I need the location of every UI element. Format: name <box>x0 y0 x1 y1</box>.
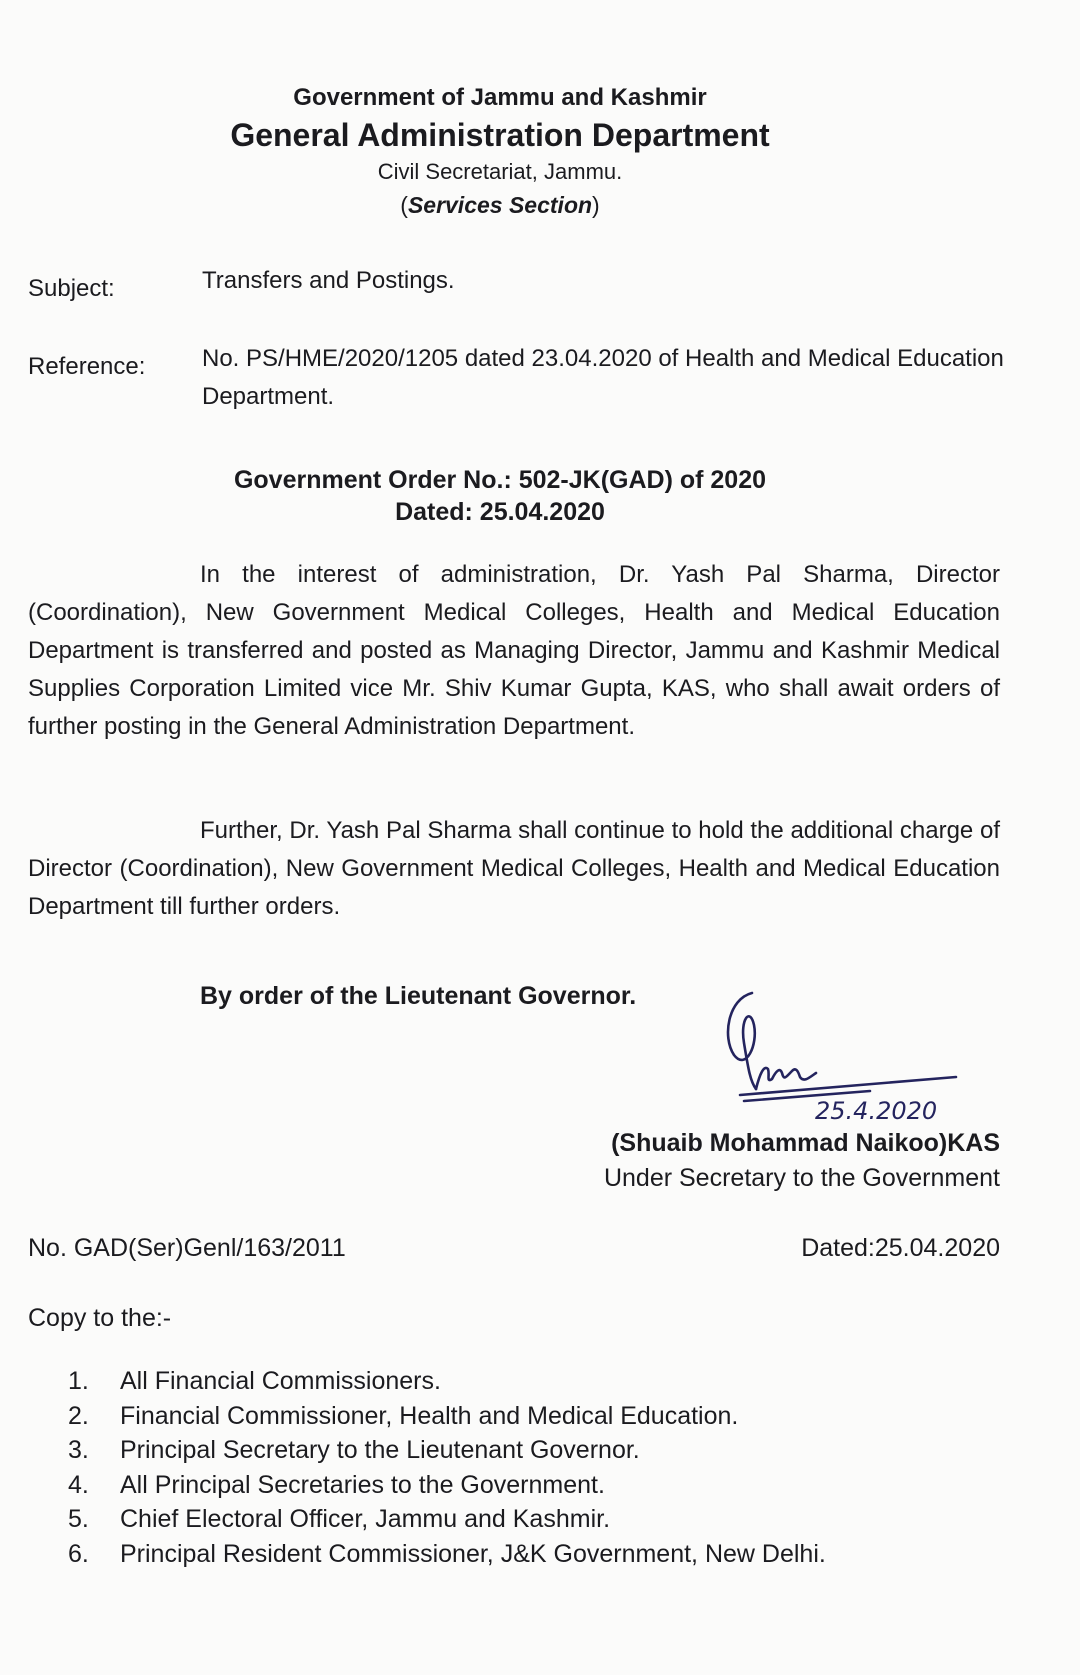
endorsement-number: No. GAD(Ser)Genl/163/2011 <box>28 1234 346 1262</box>
list-item-number: 4. <box>68 1470 89 1499</box>
list-item-text: Principal Resident Commissioner, J&K Government, New Delhi. <box>120 1539 826 1568</box>
list-item <box>68 1537 998 1572</box>
list-item <box>68 1433 998 1468</box>
reference-value: No. PS/HME/2020/1205 dated 23.04.2020 of Health and Medical Education Department. <box>202 345 1004 410</box>
section-label: Services Section <box>407 192 593 218</box>
letterhead <box>0 82 1000 222</box>
list-item-number: 3. <box>68 1436 89 1464</box>
copy-to-list <box>68 1364 998 1571</box>
government-name: Government of Jammu and Kashmir <box>293 84 707 111</box>
reference-label: Reference: <box>28 353 146 380</box>
order-date: Dated: 25.04.2020 <box>395 498 605 526</box>
signatory-block <box>520 1125 1000 1195</box>
signatory-designation: Under Secretary to the Government <box>603 1164 1000 1192</box>
list-item-number: 6. <box>68 1539 89 1568</box>
list-item-text: Financial Commissioner, Health and Medical Education. <box>120 1401 739 1430</box>
body-paragraph-1: In the interest of administration, Dr. Yash Pal Sharma, Director (Coordination), New Government Medical Colleges, Health and Medical Education Department is transferred and posted as Managing Director, Jammu and Kashmir Medical Supplies Corporation Limited vice Mr. Shiv Kumar Gupta, KAS, who shall await orders of further posting in the General Administration Department. <box>28 561 1000 740</box>
signatory-name: (Shuaib Mohammad Naikoo)KAS <box>611 1129 1000 1157</box>
section-name <box>0 188 1000 222</box>
list-item-number: 1. <box>68 1367 89 1395</box>
order-number: Government Order No.: 502-JK(GAD) of 2020 <box>233 466 767 494</box>
list-item-number: 5. <box>68 1505 89 1533</box>
copy-to-label: Copy to the:- <box>28 1304 172 1332</box>
office-address: Civil Secretariat, Jammu. <box>377 159 623 184</box>
subject-label: Subject: <box>28 275 115 302</box>
subject-value: Transfers and Postings. <box>202 267 455 294</box>
list-item <box>68 1399 998 1434</box>
list-item <box>68 1502 998 1537</box>
handwritten-signature <box>720 985 980 1125</box>
list-item-text: All Financial Commissioners. <box>120 1367 441 1395</box>
section-close-paren: ) <box>592 192 600 218</box>
list-item <box>68 1364 998 1399</box>
list-item-text: Chief Electoral Officer, Jammu and Kashmir. <box>120 1505 611 1533</box>
department-name: General Administration Department <box>230 117 770 153</box>
signature-date: 25.4.2020 <box>815 1097 938 1125</box>
endorsement-date: Dated:25.04.2020 <box>801 1234 1000 1262</box>
section-open-paren: ( <box>400 192 408 218</box>
body-paragraph-2: Further, Dr. Yash Pal Sharma shall continue to hold the additional charge of Director (Coordination), New Government Medical Colleges, Health and Medical Education Department till further orders. <box>28 817 1000 920</box>
list-item-number: 2. <box>68 1401 89 1430</box>
list-item <box>68 1468 998 1503</box>
authority-line: By order of the Lieutenant Governor. <box>200 982 637 1010</box>
list-item-text: All Principal Secretaries to the Government. <box>120 1470 605 1499</box>
list-item-text: Principal Secretary to the Lieutenant Governor. <box>120 1436 640 1464</box>
